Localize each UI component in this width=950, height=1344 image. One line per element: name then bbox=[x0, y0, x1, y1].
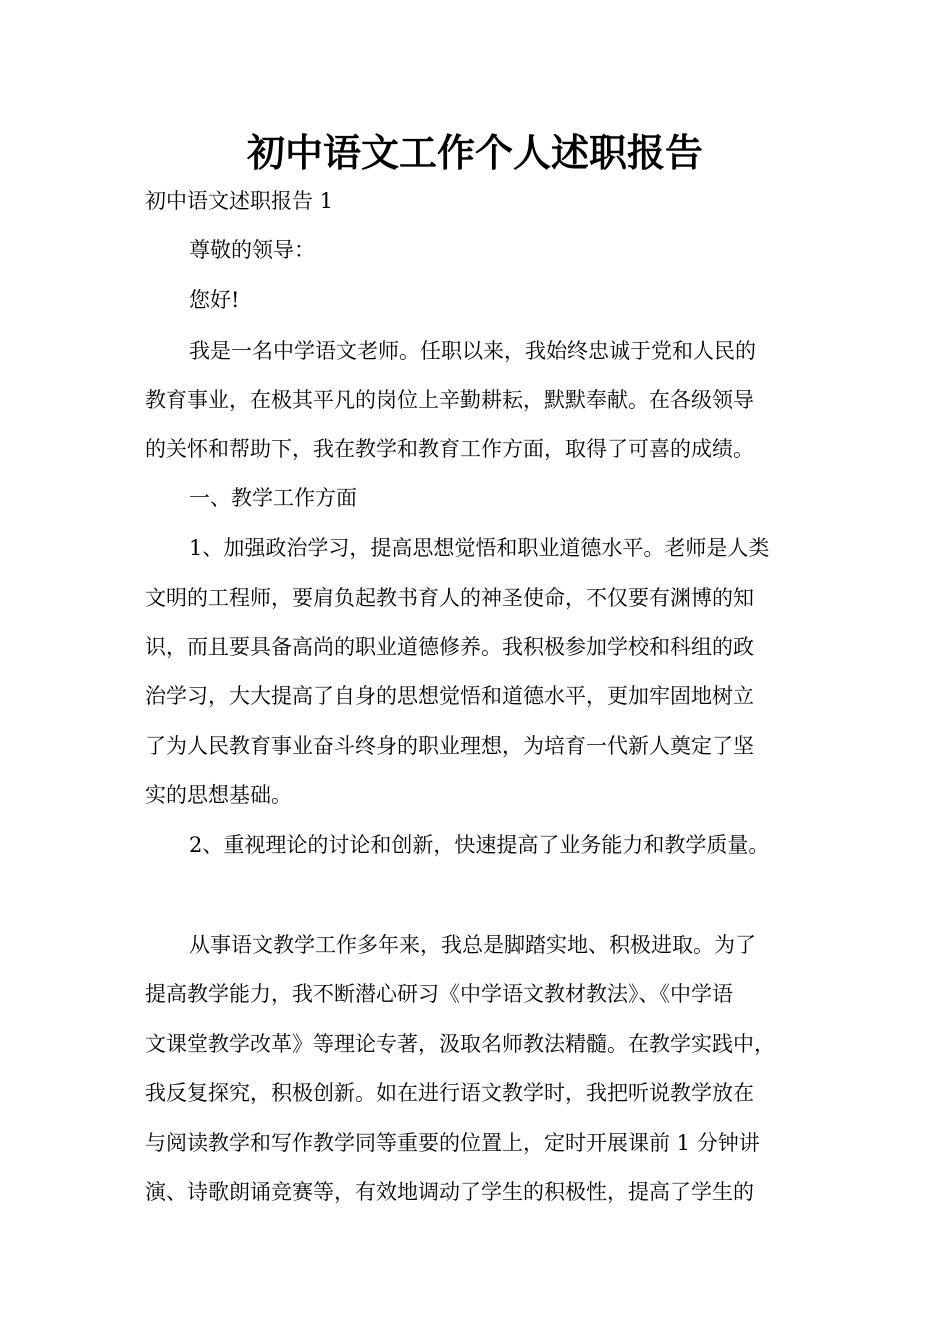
text-line: 文明的工程师，要肩负起教书育人的神圣使命，不仅要有渊博的知 bbox=[145, 586, 754, 610]
text-line: 我是一名中学语文老师。任职以来，我始终忠诚于党和人民的 bbox=[189, 339, 756, 363]
text-line: 文课堂教学改革》等理论专著，汲取名师教法精髓。在教学实践中， bbox=[145, 1032, 775, 1056]
text-line: 我反复探究，积极创新。如在进行语文教学时，我把听说教学放在 bbox=[145, 1081, 754, 1105]
text-line: 的关怀和帮助下，我在教学和教育工作方面，取得了可喜的成绩。 bbox=[145, 437, 754, 461]
salutation: 尊敬的领导： bbox=[189, 238, 315, 262]
text-line: 识，而且要具备高尚的职业道德修养。我积极参加学校和科组的政 bbox=[145, 635, 754, 659]
section-title: 一、教学工作方面 bbox=[189, 486, 357, 510]
text-line: 提高教学能力，我不断潜心研习《中学语文教材教法》、《中学语 bbox=[145, 982, 733, 1006]
document-title: 初中语文工作个人述职报告 bbox=[246, 131, 703, 175]
text-line: 与阅读教学和写作教学同等重要的位置上，定时开展课前 1 分钟讲 bbox=[145, 1131, 760, 1155]
text-line: 2、重视理论的讨论和创新，快速提高了业务能力和教学质量。 bbox=[189, 833, 770, 857]
text-line: 了为人民教育事业奋斗终身的职业理想，为培育一代新人奠定了坚 bbox=[145, 734, 754, 758]
greeting: 您好! bbox=[189, 288, 240, 312]
text-line: 教育事业，在极其平凡的岗位上辛勤耕耘，默默奉献。在各级领导 bbox=[145, 388, 754, 412]
text-line: 1、加强政治学习，提高思想觉悟和职业道德水平。老师是人类 bbox=[189, 536, 770, 560]
text-line: 从事语文教学工作多年来，我总是脚踏实地、积极进取。为了 bbox=[189, 933, 756, 957]
section-heading: 初中语文述职报告 1 bbox=[145, 189, 334, 213]
text-line: 实的思想基础。 bbox=[145, 783, 292, 807]
text-line: 治学习，大大提高了自身的思想觉悟和道德水平，更加牢固地树立 bbox=[145, 684, 754, 708]
text-line: 演、诗歌朗诵竞赛等，有效地调动了学生的积极性，提高了学生的 bbox=[145, 1180, 754, 1204]
